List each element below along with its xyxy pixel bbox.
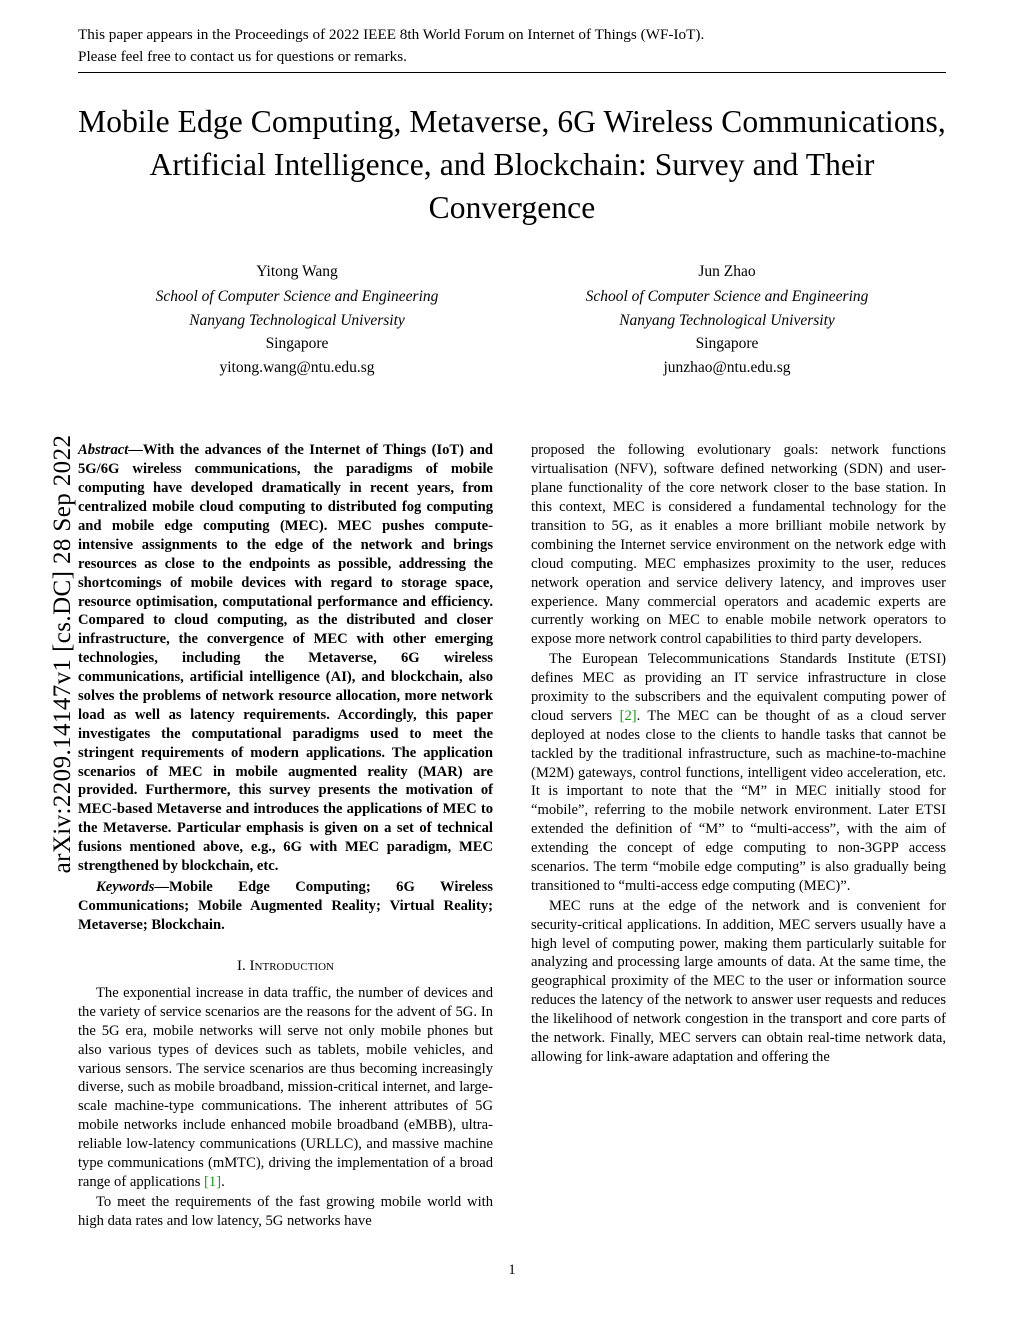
section-heading-introduction [78, 957, 493, 976]
left-column [78, 441, 493, 1230]
author-entry-2 [562, 260, 892, 380]
paragraph: The exponential increase in data traffic, the number of devices and the variety of service scenarios are the reasons for the advent of 5G. In the 5G era, mobile networks will serve not only mobile phones but also various types of devices such as tablets, mobile vehicles, and various sensors. The service scenarios are thus becoming increasingly diverse, such as mobile broadband, mission-critical internet, and large-scale machine-type communications. The inherent attributes of 5G mobile networks include enhanced mobile broadband (eMBB), ultra-reliable low-latency communications (URLLC), and massive machine type communications (mMTC), driving the implementation of a broad range of applications [1]. [78, 984, 493, 1190]
author-entry-1 [132, 260, 462, 380]
section-number: I. [237, 957, 246, 974]
right-column [531, 441, 946, 1230]
arxiv-identifier-stamp: arXiv:2209.14147v1 [cs.DC] 28 Sep 2022 [49, 434, 76, 874]
author-name: Yitong Wang [256, 262, 338, 280]
author-email[interactable]: junzhao@ntu.edu.sg [663, 358, 791, 376]
paper-content [78, 24, 946, 1231]
abstract-block [78, 441, 493, 875]
paragraph: To meet the requirements of the fast growing mobile world with high data rates and low latency, 5G networks have [78, 1193, 493, 1229]
citation-link[interactable]: [2] [619, 707, 637, 724]
paragraph: proposed the following evolutionary goals: network functions virtualisation (NFV), software defined networking (SDN) and user-plane functionality of the core network closer to the base station. In this context, MEC is considered a fundamental technology for the transition to 5G, as it enables a more brilliant mobile network by combining the Internet service environment on the network edge with cloud computing. MEC emphasizes proximity to the user, reduces network operation and service delivery latency, and improves user experience. Many commercial operators and academic experts are currently working on MEC to enable mobile network operators to expose more network control capabilities to third party developers. [531, 442, 946, 648]
author-affiliation-school: School of Computer Science and Engineering [155, 288, 439, 306]
author-affiliation-university: Nanyang Technological University [189, 311, 405, 329]
keywords-text: —Mobile Edge Computing; 6G Wireless Communications; Mobile Augmented Reality; Virtual Reality; Metaverse; Blockchain. [78, 878, 493, 933]
two-column-body [78, 441, 946, 1230]
keywords-lead-label: Keywords [96, 878, 155, 895]
author-name: Jun Zhao [698, 262, 756, 280]
author-location: Singapore [695, 335, 759, 353]
citation-link[interactable]: [1] [204, 1173, 222, 1190]
paragraph: The European Telecommunications Standards Institute (ETSI) defines MEC as providing an IT service infrastructure in close proximity to the subscribers and the equivalent computing power of cloud servers [2]. The MEC can be thought of as a cloud server deployed at nodes close to the clients to handle tasks that cannot be tackled by the traditional infrastructure, such as machine-to-machine (M2M) gateways, control functions, intelligent video acceleration, etc. It is important to note that the “M” in MEC initially stood for “mobile”, referring to the mobile network environment. Later ETSI extended the definition of “M” to “multi-access”, with the aim of extending the concept of edge computing to non-3GPP access scenarios. The term “mobile edge computing” is also gradually being transitioned to “multi-access edge computing (MEC)”. [531, 651, 946, 894]
keywords-block [78, 878, 493, 935]
author-location: Singapore [265, 335, 329, 353]
publication-note-line1: This paper appears in the Proceedings of 2022 IEEE 8th World Forum on Internet of Things (WF-IoT). [78, 26, 705, 43]
section-title: Introduction [249, 957, 334, 974]
author-affiliation-university: Nanyang Technological University [619, 311, 835, 329]
publication-note-line2: Please feel free to contact us for questions or remarks. [78, 47, 407, 65]
author-email[interactable]: yitong.wang@ntu.edu.sg [219, 358, 375, 376]
abstract-text: —With the advances of the Internet of Things (IoT) and 5G/6G wireless communications, the paradigms of mobile computing have developed dramatically in recent years, from centralized mobile cloud computing to distributed fog computing and mobile edge computing (MEC). MEC pushes compute-intensive assignments to the edge of the network and brings resources as close to the endpoints as possible, addressing the shortcomings of mobile devices with regard to storage space, resource optimisation, computational performance and efficiency. Compared to cloud computing, as the distributed and closer infrastructure, the convergence of MEC with other emerging technologies, including the Metaverse, 6G wireless communications, artificial intelligence (AI), and blockchain, also solves the problems of network resource allocation, more network load as well as latency requirements. Accordingly, this paper investigates the computational paradigms used to meet the stringent requirements of modern applications. The application scenarios of MEC in mobile augmented reality (MAR) are provided. Furthermore, this survey presents the motivation of MEC-based Metaverse and introduces the applications of MEC to the Metaverse. Particular emphasis is given on a set of technical fusions mentioned above, e.g., 6G with MEC paradigm, MEC strengthened by blockchain, etc. [78, 442, 493, 874]
author-affiliation-school: School of Computer Science and Engineering [585, 288, 869, 306]
author-block [78, 260, 946, 380]
page-number: 1 [508, 1262, 516, 1278]
paragraph: MEC runs at the edge of the network and is convenient for security-critical applications. In addition, MEC servers usually have a high level of computing power, making them particularly suitable for analyzing and processing large amounts of data. At the same time, the geographical proximity of the MEC to the user or information source reduces the latency of the network to answer user requests and reduces the likelihood of network congestion in the transport and core parts of the network. Finally, MEC servers can obtain real-time network data, allowing for link-aware adaptation and offering the [531, 897, 946, 1065]
publication-note [78, 24, 946, 73]
page-title: Mobile Edge Computing, Metaverse, 6G Wireless Communications, Artificial Intelligence, and Blockchain: Survey and Their Convergence [78, 104, 946, 225]
abstract-lead-label: Abstract [78, 442, 129, 459]
